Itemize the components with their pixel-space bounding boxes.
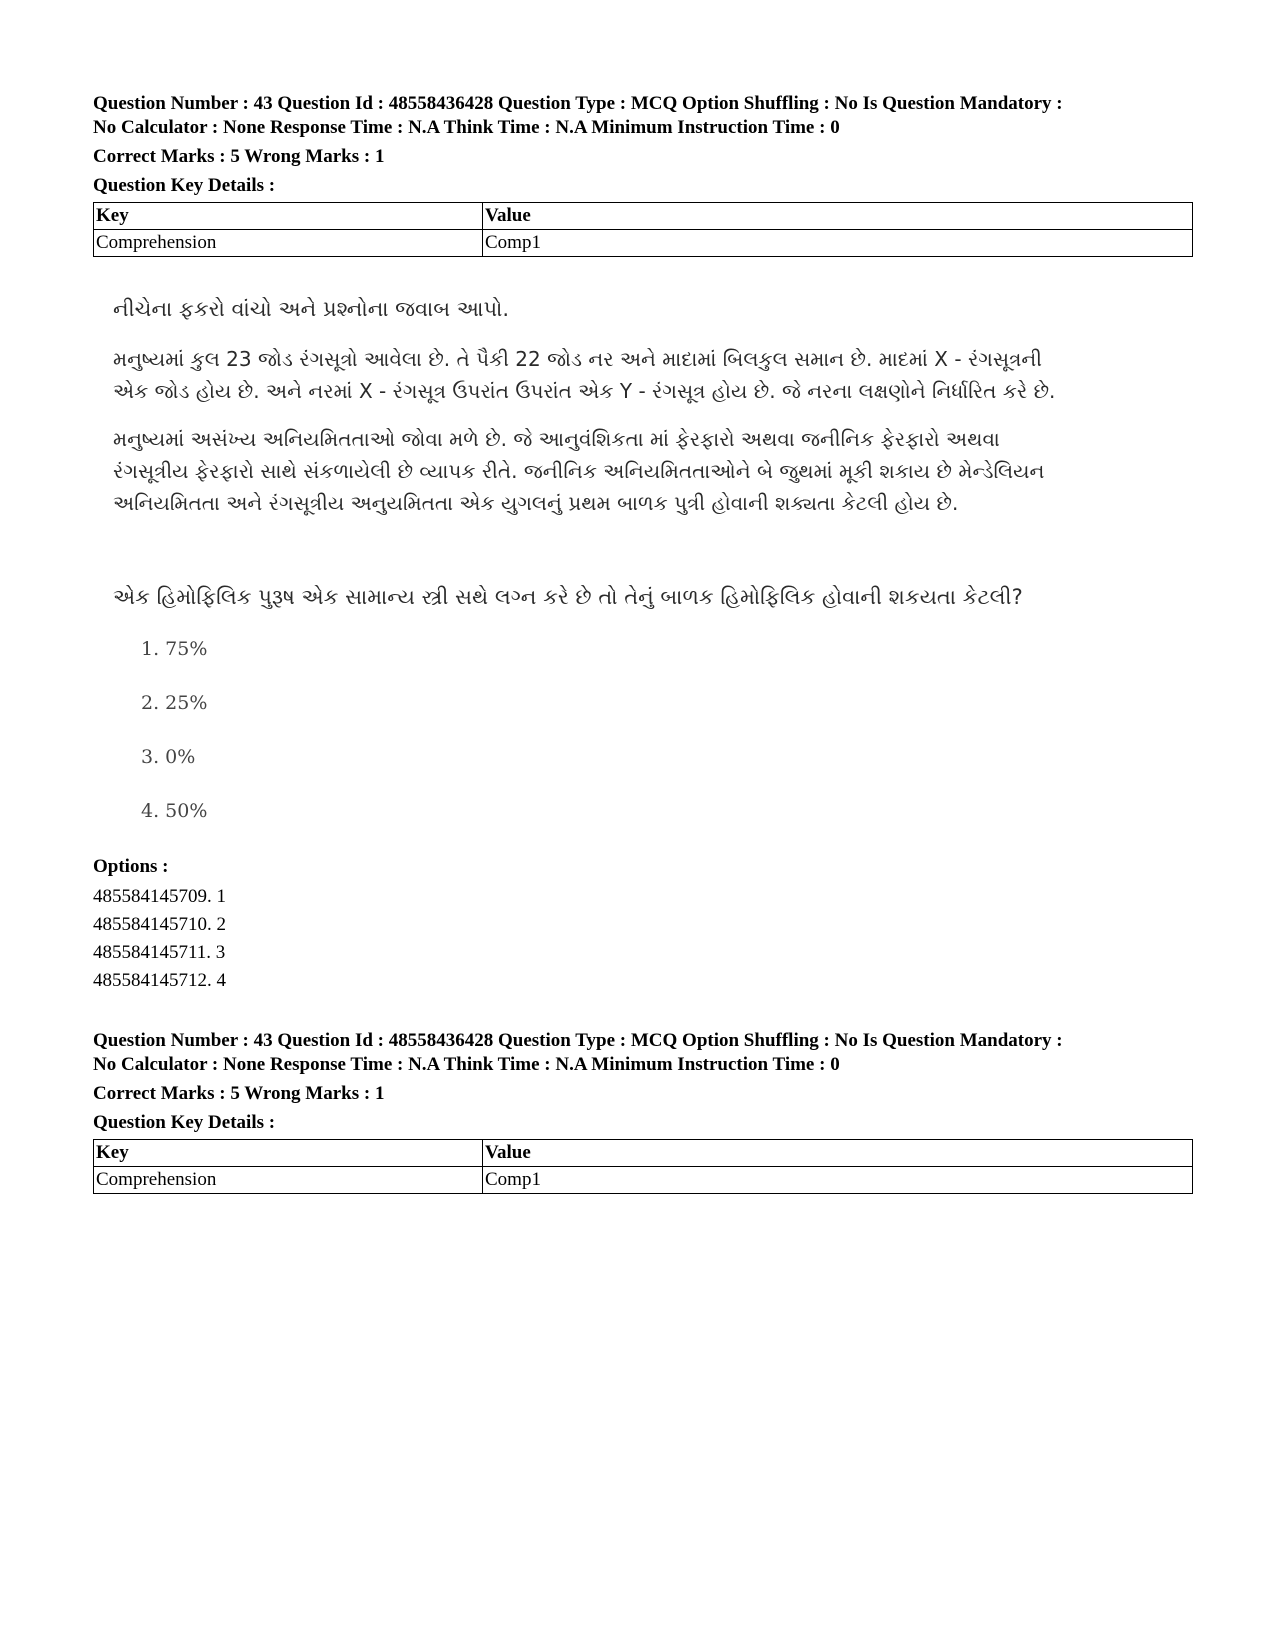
question-block-1 <box>93 92 1193 257</box>
answer-choices <box>141 635 1173 851</box>
table-cell-key: Comprehension <box>94 1167 483 1194</box>
table-header-row <box>94 1140 1193 1167</box>
marks-line: Correct Marks : 5 Wrong Marks : 1 <box>93 146 385 167</box>
key-details-table <box>93 202 1193 257</box>
comprehension-paragraph-1 <box>113 343 1173 407</box>
option-item: 485584145711. 3 <box>93 942 226 963</box>
question-meta <box>93 92 1193 140</box>
list-item: 4. 50% <box>141 800 208 822</box>
options-heading: Options : <box>93 856 169 877</box>
table-cell-value: Comp1 <box>483 1167 1193 1194</box>
table-cell-value: Comp1 <box>483 230 1193 257</box>
instruction-text: નીચેના ફકરો વાંચો અને પ્રશ્નોના જવાબ આપો. <box>113 297 510 321</box>
question-meta <box>93 1029 1193 1077</box>
meta-line-1: Question Number : 43 Question Id : 48558436428 Question Type : MCQ Option Shuffling : No Is Question Mandatory : <box>93 93 1063 114</box>
key-details-table <box>93 1139 1193 1194</box>
paragraph-line: એક જોડ હોય છે. અને નરમાં X - રંગસૂત્ર ઉપરાંત ઉપરાંત એક Y - રંગસૂત્ર હોય છે. જે નરના લક્ષણોને નિર્ધારિત કરે છે. <box>113 379 1056 403</box>
question-text: એક હિમોફિલિક પુરૂષ એક સામાન્ય સ્ત્રી સથે લગ્ન કરે છે તો તેનું બાળક હિમોફિલિક હોવાની શકયતા કેટલી? <box>113 585 1023 609</box>
key-details-heading: Question Key Details : <box>93 1112 276 1133</box>
key-details-heading: Question Key Details : <box>93 175 276 196</box>
table-cell-key: Comprehension <box>94 230 483 257</box>
paragraph-line: મનુષ્યમાં અસંખ્ય અનિયમિતતાઓ જોવા મળે છે. જે આનુવંશિકતા માં ફેરફારો અથવા જનીનિક ફેરફારો અથવા <box>113 427 1000 451</box>
paragraph-line: મનુષ્યમાં કુલ 23 જોડ રંગસૂત્રો આવેલા છે. તે પૈકી 22 જોડ નર અને માદામાં બિલકુલ સમાન છે. માદમાં X - રંગસૂત્રની <box>113 347 1042 371</box>
question-block-2 <box>93 1029 1193 1194</box>
meta-line-2: No Calculator : None Response Time : N.A Think Time : N.A Minimum Instruction Time : 0 <box>93 1054 840 1075</box>
list-item: 2. 25% <box>141 692 208 714</box>
paragraph-line: અનિયમિતતા અને રંગસૂત્રીય અનુયમિતતા એક યુગલનું પ્રથમ બાળક પુત્રી હોવાની શક્યતા કેટલી હોય છે. <box>113 491 959 515</box>
table-row <box>94 1167 1193 1194</box>
option-item: 485584145712. 4 <box>93 970 226 991</box>
comprehension-paragraph-2 <box>113 423 1173 519</box>
table-header-value: Value <box>483 203 1193 230</box>
options-list <box>93 883 1193 995</box>
option-item: 485584145710. 2 <box>93 914 226 935</box>
paragraph-line: રંગસૂત્રીય ફેરફારો સાથે સંકળાયેલી છે વ્યાપક રીતે. જનીનિક અનિયમિતતાઓને બે જુથમાં મૂકી શકાય છે મેન્ડેલિયન <box>113 459 1045 483</box>
question-image <box>113 295 1173 851</box>
document-page <box>93 92 1193 1194</box>
table-header-key: Key <box>94 1140 483 1167</box>
meta-line-2: No Calculator : None Response Time : N.A Think Time : N.A Minimum Instruction Time : 0 <box>93 117 840 138</box>
list-item: 1. 75% <box>141 638 208 660</box>
list-item: 3. 0% <box>141 746 196 768</box>
table-row <box>94 230 1193 257</box>
table-header-key: Key <box>94 203 483 230</box>
table-header-value: Value <box>483 1140 1193 1167</box>
meta-line-1: Question Number : 43 Question Id : 48558436428 Question Type : MCQ Option Shuffling : No Is Question Mandatory : <box>93 1030 1063 1051</box>
option-item: 485584145709. 1 <box>93 886 226 907</box>
marks-line: Correct Marks : 5 Wrong Marks : 1 <box>93 1083 385 1104</box>
table-header-row <box>94 203 1193 230</box>
